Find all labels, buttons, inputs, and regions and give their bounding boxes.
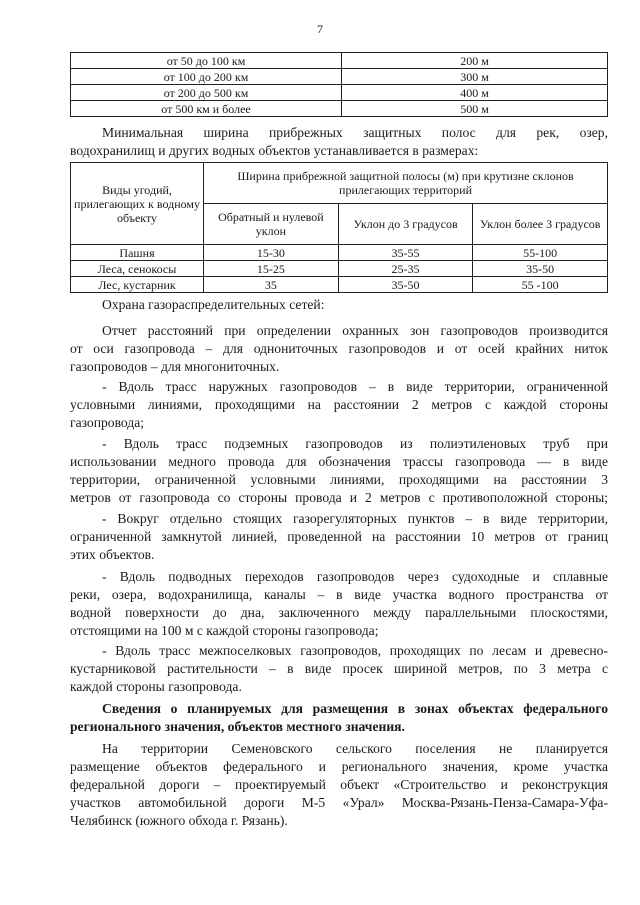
section-gas-heading <box>70 296 608 314</box>
text-line: отстоящими на 100 м с каждой стороны газопровода; <box>70 623 379 638</box>
text-line: газопроводов – для многониточных. <box>70 359 280 374</box>
table-cell: 300 м <box>342 69 608 85</box>
column-header-slope: Уклон до 3 градусов <box>338 204 473 245</box>
text-line: каждой стороны газопровода. <box>70 679 242 694</box>
table-cell: 25-35 <box>338 261 473 277</box>
column-header-land: Виды угодий, прилегающих к водному объекту <box>71 163 204 245</box>
column-header-slope: Обратный и нулевой уклон <box>204 204 339 245</box>
table-cell: 200 м <box>342 53 608 69</box>
text-line: водной поверхности до дна, заключенного между параллельными плоскостями, <box>70 605 608 620</box>
paragraph-outer-pipelines <box>70 378 608 432</box>
text-line: - Вдоль трасс межпоселковых газопроводов, проходящих по лесам и древесно- <box>102 643 608 658</box>
table-row <box>71 53 608 69</box>
text-line: условными линиями, проходящими на расстоянии 2 метров с каждой стороны <box>70 397 608 412</box>
column-header-width: Ширина прибрежной защитной полосы (м) при крутизне склонов прилегающих территорий <box>204 163 608 204</box>
text-line: кустарниковой растительности – в виде просек шириной метров, по 3 метра с <box>70 661 608 676</box>
text-line: территории, ограниченной условными линиями, проходящими на расстоянии 3 <box>70 472 608 487</box>
table-cell: 35-50 <box>338 277 473 293</box>
text-line: водохранилищ и других водных объектов устанавливается в размерах: <box>70 143 479 158</box>
table-row <box>71 69 608 85</box>
distance-table <box>70 52 608 117</box>
table-cell: от 200 до 500 км <box>71 85 342 101</box>
table-cell: Пашня <box>71 245 204 261</box>
text-line: федеральной дороги – проектируемый объект «Строительство и реконструкция <box>70 777 608 792</box>
text-line: этих объектов. <box>70 547 155 562</box>
text-line: ограниченной замкнутой линией, проведенной на расстоянии 10 метров от границ <box>70 529 608 544</box>
column-header-slope: Уклон более 3 градусов <box>473 204 608 245</box>
table-cell: 15-25 <box>204 261 339 277</box>
text-line: Сведения о планируемых для размещения в зонах объектах федерального <box>102 701 608 716</box>
table-row <box>71 245 608 261</box>
page-number: 7 <box>317 22 323 36</box>
text-line: Челябинск (южного обхода г. Рязань). <box>70 813 288 828</box>
table-cell: 35-55 <box>338 245 473 261</box>
table-row <box>71 85 608 101</box>
table-cell: от 50 до 100 км <box>71 53 342 69</box>
table-cell: 35 <box>204 277 339 293</box>
table-row <box>71 101 608 117</box>
table-cell: от 100 до 200 км <box>71 69 342 85</box>
table-cell: 500 м <box>342 101 608 117</box>
paragraph-underground-pipelines <box>70 435 608 507</box>
table-cell: Леса, сенокосы <box>71 261 204 277</box>
text-line: регионального значения, объектов местного значения. <box>70 719 405 734</box>
table-cell: 35-50 <box>473 261 608 277</box>
paragraph-underwater-crossings <box>70 568 608 640</box>
text-line: Отчет расстояний при определении охранных зон газопроводов производится <box>102 323 608 338</box>
protection-zone-table <box>70 162 608 293</box>
paragraph-regulator-stations <box>70 510 608 564</box>
table-cell: 15-30 <box>204 245 339 261</box>
table-row <box>71 277 608 293</box>
table-row <box>71 261 608 277</box>
text-line: от оси газопровода – для однониточных газопроводов и от осей крайних ниток <box>70 341 608 356</box>
table-cell: 55 -100 <box>473 277 608 293</box>
paragraph-min-width <box>70 124 608 160</box>
table-cell: Лес, кустарник <box>71 277 204 293</box>
text-line: Охрана газораспределительных сетей: <box>102 297 325 312</box>
text-line: участков автомобильной дороги М-5 «Урал» Москва-Рязань-Пенза-Самара-Уфа- <box>70 795 608 810</box>
heading-planned-objects <box>70 700 608 736</box>
text-line: размещение объектов федерального и регионального значения, кроме участка <box>70 759 608 774</box>
paragraph-intervillage-pipelines <box>70 642 608 696</box>
table-cell: 55-100 <box>473 245 608 261</box>
text-line: газопровода; <box>70 415 145 430</box>
text-line: - Вдоль трасс наружных газопроводов – в виде территории, ограниченной <box>102 379 608 394</box>
text-line: - Вдоль подводных переходов газопроводов через судоходные и сплавные <box>102 569 608 584</box>
text-line: использовании медного провода для обозначения трассы газопровода — в виде <box>70 454 608 469</box>
text-line: - Вокруг отдельно стоящих газорегуляторных пунктов – в виде территории, <box>102 511 608 526</box>
text-line: метров от газопровода со стороны провода и 2 метров с противоположной стороны; <box>70 490 608 505</box>
text-line: На территории Семеновского сельского поселения не планируется <box>102 741 608 756</box>
table-cell: от 500 км и более <box>71 101 342 117</box>
paragraph-territory <box>70 740 608 830</box>
text-line: - Вдоль трасс подземных газопроводов из полиэтиленовых труб при <box>102 436 608 451</box>
paragraph-count <box>70 322 608 376</box>
table-cell: 400 м <box>342 85 608 101</box>
text-line: реки, озера, водохранилища, каналы – в виде участка водного пространства от <box>70 587 608 602</box>
text-line: Минимальная ширина прибрежных защитных полос для рек, озер, <box>102 125 608 140</box>
